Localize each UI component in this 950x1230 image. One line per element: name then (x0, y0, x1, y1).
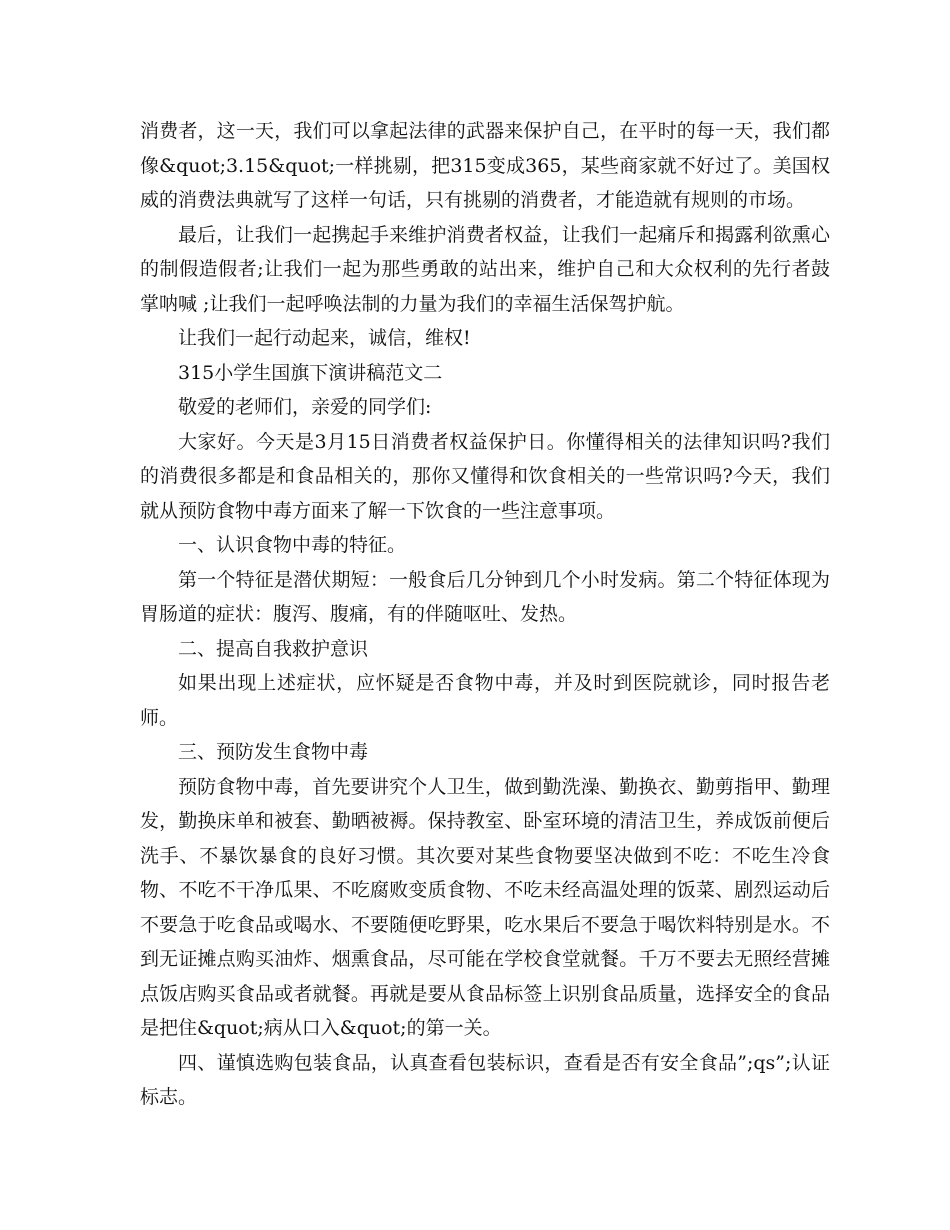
document-body (140, 114, 830, 1115)
paragraph-1: 消费者，这一天，我们可以拿起法律的武器来保护自己，在平时的每一天，我们都像&quot;3.15&quot;一样挑剔，把315变成365，某些商家就不好过了。美国权威的消费法典就写了这样一句话，只有挑剔的消费者，才能造就有规则的市场。 (140, 120, 830, 211)
heading-3: 三、预防发生食物中毒 (178, 741, 369, 763)
paragraph-prevention: 预防食物中毒，首先要讲究个人卫生，做到勤洗澡、勤换衣、勤剪指甲、勤理发，勤换床单和被套、勤晒被褥。保持教室、卧室环境的清洁卫生，养成饭前便后洗手、不暴饮暴食的良好习惯。其次要对某些食物要坚决做到不吃：不吃生冷食物、不吃不干净瓜果、不吃腐败变质食物、不吃未经高温处理的饭菜、剧烈运动后不要急于吃食品或喝水、不要随便吃野果，吃水果后不要急于喝饮料特别是水。不到无证摊点购买油炸、烟熏食品，尽可能在学校食堂就餐。千万不要去无照经营摊点饭店购买食品或者就餐。再就是要从食品标签上识别食品质量，选择安全的食品是把住&quot;病从口入&quot;的第一关。 (140, 775, 830, 1039)
heading-2: 二、提高自我救护意识 (178, 637, 369, 660)
heading-4: 四、谨慎选购包装食品，认真查看包装标识，查看是否有安全食品”;qs”;认证标志。 (140, 1051, 830, 1108)
paragraph-features: 第一个特征是潜伏期短：一般食后几分钟到几个小时发病。第二个特征体现为胃肠道的症状：腹泻、腹痛，有的伴随呕吐、发热。 (140, 568, 830, 625)
paragraph-self-rescue: 如果出现上述症状，应怀疑是否食物中毒，并及时到医院就诊，同时报告老师。 (140, 672, 830, 729)
paragraph-intro: 大家好。今天是3月15日消费者权益保护日。你懂得相关的法律知识吗?我们的消费很多都是和食品相关的，那你又懂得和饮食相关的一些常识吗?今天，我们就从预防食物中毒方面来了解一下饮食的一些注意事项。 (140, 430, 830, 522)
paragraph-2: 最后，让我们一起携起手来维护消费者权益，让我们一起痛斥和揭露利欲熏心的制假造假者;让我们一起为那些勇敢的站出来，维护自己和大众权利的先行者鼓掌呐喊 ;让我们一起呼唤法制的力量为我们的幸福生活保驾护航。 (140, 223, 830, 315)
paragraph-3: 让我们一起行动起来，诚信，维权! (178, 327, 471, 349)
heading-1: 一、认识食物中毒的特征。 (178, 534, 407, 556)
greeting: 敬爱的老师们，亲爱的同学们: (178, 396, 432, 418)
section-title: 315小学生国旗下演讲稿范文二 (178, 361, 443, 384)
